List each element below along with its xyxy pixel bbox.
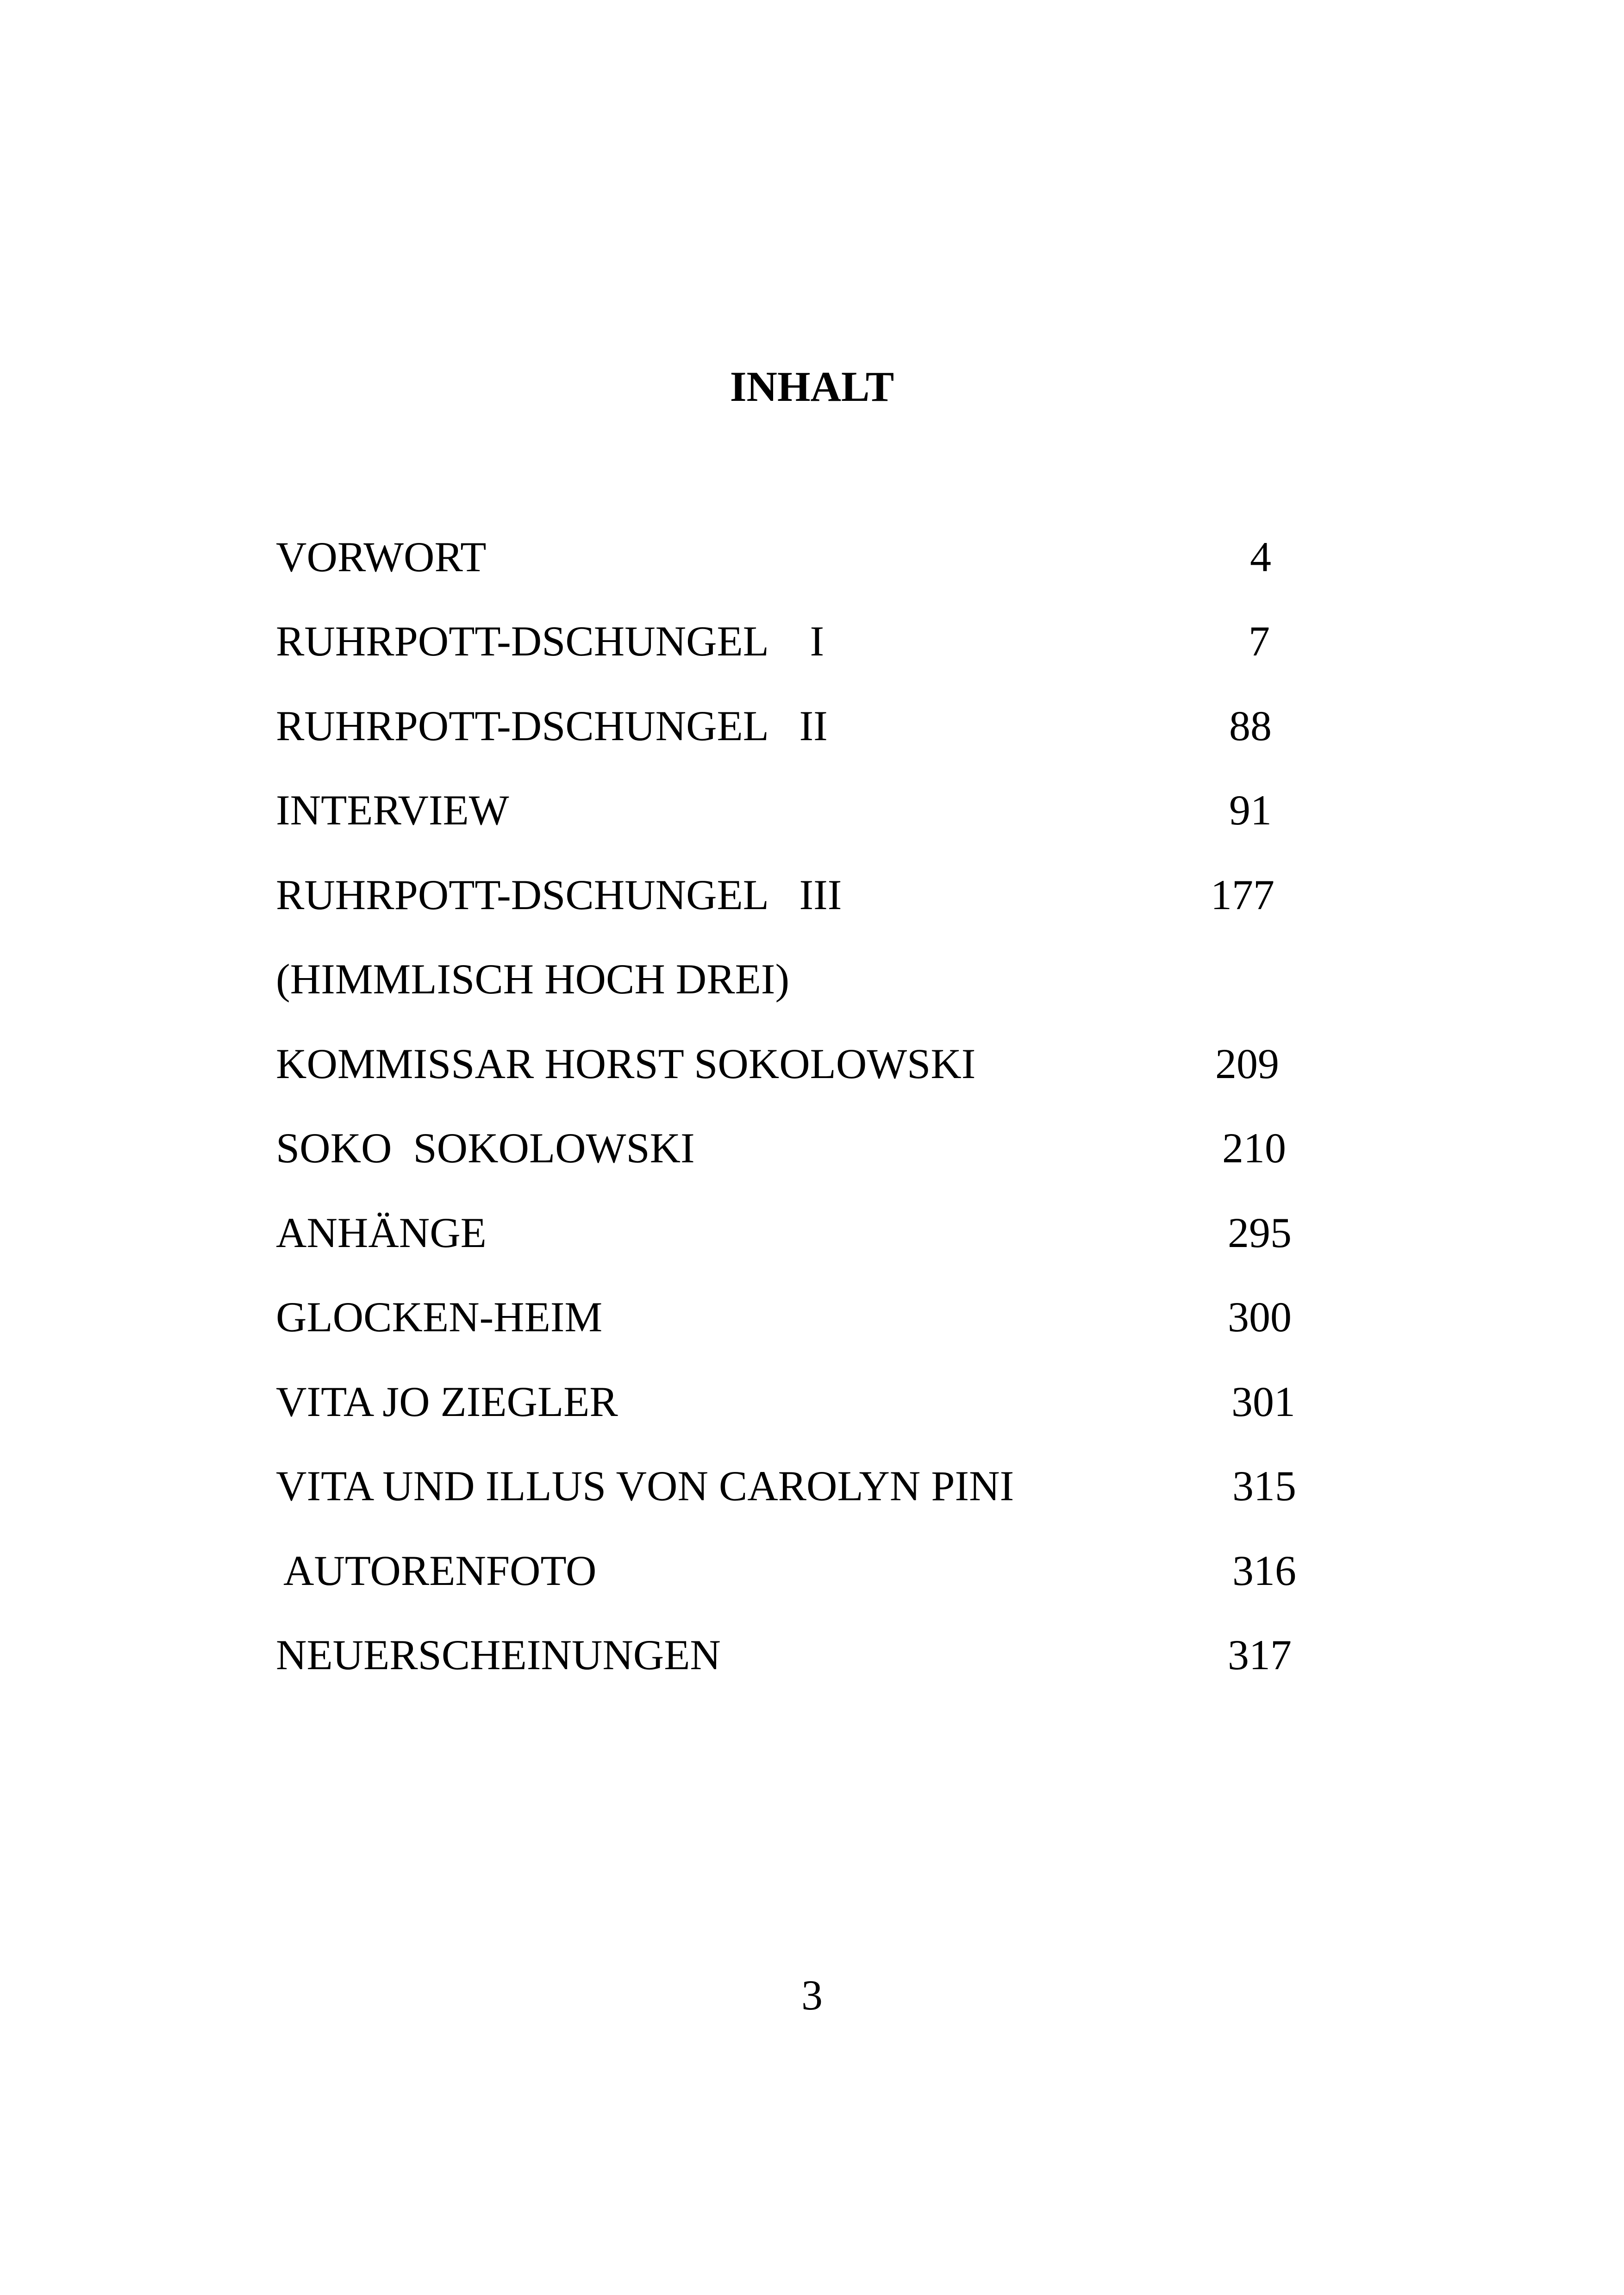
toc-entry-anhaenge: [0, 1205, 1624, 1260]
toc-entry-title: SOKO SOKOLOWSKI: [276, 1124, 695, 1172]
toc-entry-title: VITA UND ILLUS VON CAROLYN PINI: [276, 1462, 1014, 1509]
toc-entry-page: 301: [1231, 1378, 1295, 1425]
toc-entry-himmlisch-hoch-drei: [0, 951, 1624, 1007]
toc-entry-page: 315: [1232, 1462, 1296, 1509]
toc-entry-page: 295: [1228, 1209, 1292, 1256]
toc-entry-autorenfoto: [0, 1543, 1624, 1598]
toc-entry-vorwort: [0, 529, 1624, 585]
page-title: INHALT: [730, 363, 894, 410]
toc-entry-ruhrpott-dschungel-1: [0, 613, 1624, 669]
toc-entry-title: INTERVIEW: [276, 786, 509, 834]
toc-entry-page: 316: [1232, 1547, 1296, 1594]
toc-entry-page: 4: [1250, 533, 1271, 580]
toc-entry-title: (HIMMLISCH HOCH DREI): [276, 955, 790, 1003]
toc-entry-title: VORWORT: [276, 533, 487, 580]
toc-entry-page: 209: [1215, 1040, 1279, 1087]
toc-entry-interview: [0, 782, 1624, 838]
toc-entry-page: 7: [1249, 617, 1270, 665]
toc-entry-vita-und-illus: [0, 1458, 1624, 1514]
toc-entry-title: RUHRPOTT-DSCHUNGEL II: [276, 702, 828, 749]
toc-entry-title: ANHÄNGE: [276, 1209, 487, 1256]
toc-entry-vita-jo-ziegler: [0, 1374, 1624, 1429]
toc-entry-title: KOMMISSAR HORST SOKOLOWSKI: [276, 1040, 976, 1087]
toc-entry-page: 210: [1222, 1124, 1286, 1172]
toc-entry-title: NEUERSCHEINUNGEN: [276, 1631, 721, 1678]
toc-entry-title: RUHRPOTT-DSCHUNGEL I: [276, 617, 824, 665]
toc-entry-page: 317: [1228, 1631, 1292, 1678]
toc-entry-page: 88: [1229, 702, 1272, 749]
toc-entry-kommissar-horst-sokolowski: [0, 1036, 1624, 1091]
toc-entry-soko-sokolowski: [0, 1120, 1624, 1176]
toc-entry-page: 177: [1211, 871, 1274, 918]
toc-entry-glocken-heim: [0, 1289, 1624, 1345]
toc-entry-ruhrpott-dschungel-2: [0, 698, 1624, 754]
toc-entry-title: GLOCKEN-HEIM: [276, 1293, 603, 1341]
toc-entry-title: VITA JO ZIEGLER: [276, 1378, 618, 1425]
toc-entry-ruhrpott-dschungel-3: [0, 867, 1624, 923]
toc-entry-title: AUTORENFOTO: [283, 1547, 597, 1594]
toc-entry-title: RUHRPOTT-DSCHUNGEL III: [276, 871, 842, 918]
toc-entry-page: 91: [1229, 786, 1272, 834]
toc-entry-neuerscheinungen: [0, 1627, 1624, 1683]
toc-entry-page: 300: [1228, 1293, 1292, 1341]
page-number: 3: [801, 1971, 823, 2019]
